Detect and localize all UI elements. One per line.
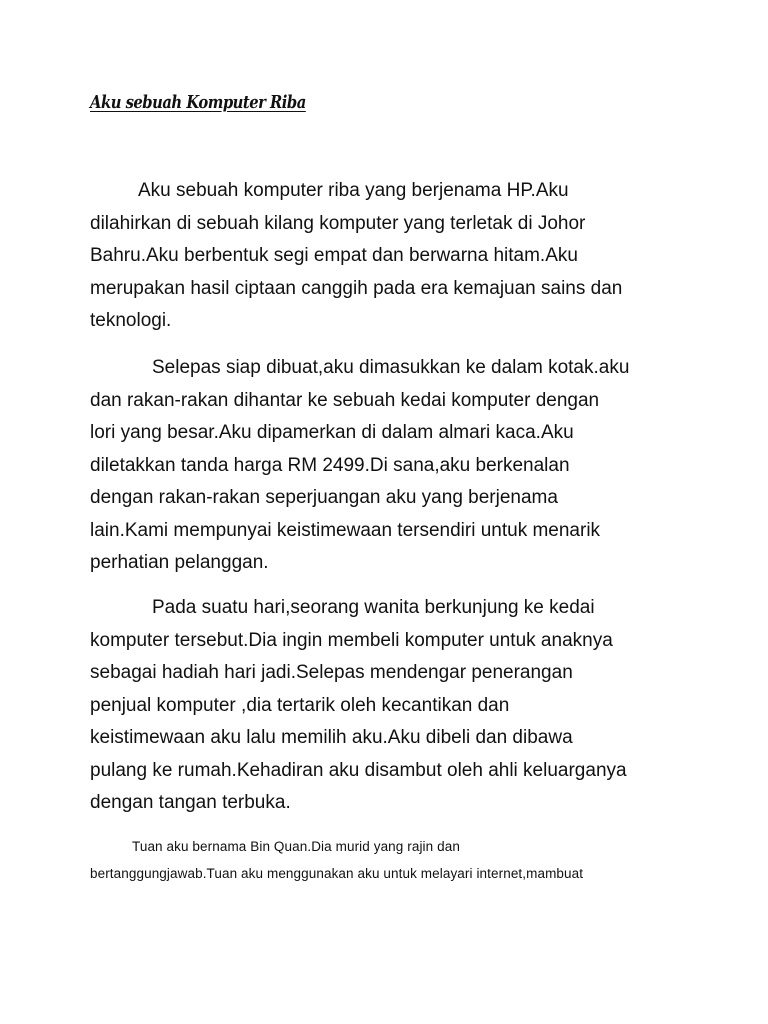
paragraph-line: dilahirkan di sebuah kilang komputer yang terletak di Johor [90, 212, 586, 234]
paragraph-line: Tuan aku bernama Bin Quan.Dia murid yang rajin dan [132, 839, 460, 854]
paragraph-1 [90, 175, 690, 338]
paragraph-line: perhatian pelanggan. [90, 552, 269, 573]
paragraph-line: keistimewaan aku lalu memilih aku.Aku dibeli dan dibawa [90, 727, 573, 748]
paragraph-line: Selepas siap dibuat,aku dimasukkan ke dalam kotak.aku [152, 357, 630, 378]
paragraph-line: Aku sebuah komputer riba yang berjenama HP.Aku [138, 180, 569, 201]
paragraph-line: Pada suatu hari,seorang wanita berkunjung ke kedai [152, 597, 595, 618]
paragraph-line: teknologi. [90, 310, 172, 331]
paragraph-line: pulang ke rumah.Kehadiran aku disambut oleh ahli keluarganya [90, 759, 627, 781]
paragraph-line: dan rakan-rakan dihantar ke sebuah kedai komputer dengan [90, 389, 600, 411]
paragraph-line: lori yang besar.Aku dipamerkan di dalam almari kaca.Aku [90, 422, 574, 443]
paragraph-line: Bahru.Aku berbentuk segi empat dan berwarna hitam.Aku [90, 245, 578, 266]
document-title: Aku sebuah Komputer Riba [90, 92, 306, 113]
paragraph-line: sebagai hadiah hari jadi.Selepas mendengar penerangan [90, 662, 573, 683]
paragraph-line: dengan rakan-rakan seperjuangan aku yang berjenama [90, 487, 558, 508]
paragraph-line: bertanggungjawab.Tuan aku menggunakan aku untuk melayari internet,mambuat [90, 866, 584, 881]
paragraph-3 [90, 592, 690, 820]
paragraph-line: penjual komputer ,dia tertarik oleh kecantikan dan [90, 694, 510, 716]
paragraph-line: komputer tersebut.Dia ingin membeli komputer untuk anaknya [90, 629, 613, 651]
paragraph-2 [90, 352, 690, 580]
paragraph-line: lain.Kami mempunyai keistimewaan tersendiri untuk menarik [90, 519, 601, 541]
paragraph-line: diletakkan tanda harga RM 2499.Di sana,aku berkenalan [90, 454, 570, 476]
paragraph-line: dengan tangan terbuka. [90, 792, 291, 813]
paragraph-line: merupakan hasil ciptaan canggih pada era kemajuan sains dan [90, 277, 623, 299]
paragraph-4 [90, 833, 690, 887]
